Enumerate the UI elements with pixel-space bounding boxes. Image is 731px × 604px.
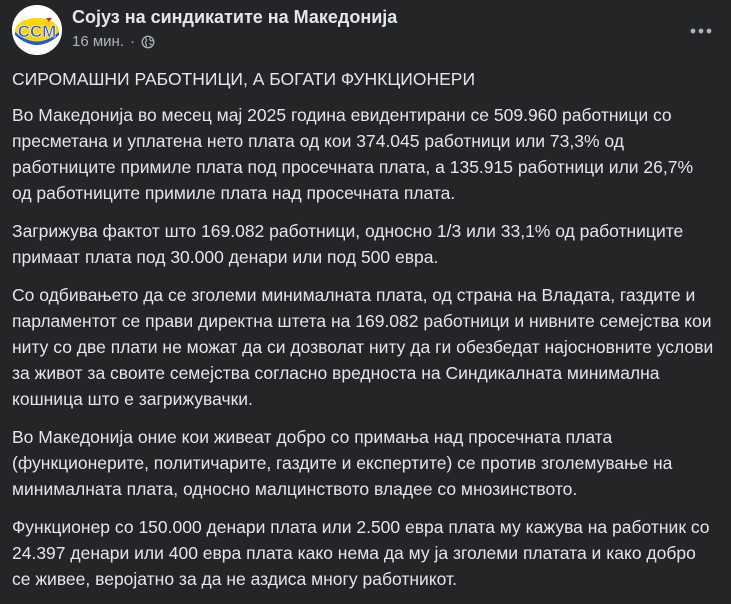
post-timestamp-link[interactable]: 16 мин. [72,33,124,50]
post-paragraph: Со одбивањето да се зголеми минималната плата, од страна на Владата, газдите и парламентот се прави директна штета на 169.082 работници и нивните семејства кои ниту со две плати не можат да си дозволат ниту да ги обезбедат најосновните услови за живот за своите семејства согласно вредноста на Синдикалната минимална кошница што е загрижувачки. [12,285,714,409]
post-title: СИРОМАШНИ РАБОТНИЦИ, А БОГАТИ ФУНКЦИОНЕРИ [12,69,476,89]
post-paragraph: Во Македонија оние кои живеат добро со примања над просечната плата (функционерите, политичарите, газдите и експертите) се против зголемување на минималната плата, односно малцинството владее со мнозинството. [12,427,673,499]
meta-separator: · [130,33,135,50]
post-meta [72,33,155,50]
post-paragraph: Во Македонија во месец мај 2025 година евидентирани се 509.960 работници со пресметана и уплатена нето плата од кои 374.045 работници или 73,3% од работниците примиле плата под просечната плата, а 135.915 работници или 26,7% од работниците примиле плата над просечната плата. [12,105,694,203]
globe-icon [141,35,155,49]
post-body [12,66,717,604]
avatar-logo-text: ССМ [17,22,57,41]
ssm-logo-icon [12,5,62,55]
post-paragraph: Загрижува фактот што 169.082 работници, односно 1/3 или 33,1% од работниците примаат плата под 30.000 денари или под 500 евра. [12,221,684,267]
post-paragraph: Функционер со 150.000 денари плата или 2.500 евра плата му кажува на работник со 24.397 денари или 400 евра плата како нема да му ја зголеми платата и како добро се живее, веројатно за да не аздиса многу работникот. [12,517,710,589]
author-name-link[interactable]: Сојуз на синдикатите на Македонија [72,7,398,27]
more-options-icon [690,28,712,34]
avatar[interactable] [12,5,62,55]
more-options-button[interactable] [683,13,719,49]
post-header [12,5,719,55]
